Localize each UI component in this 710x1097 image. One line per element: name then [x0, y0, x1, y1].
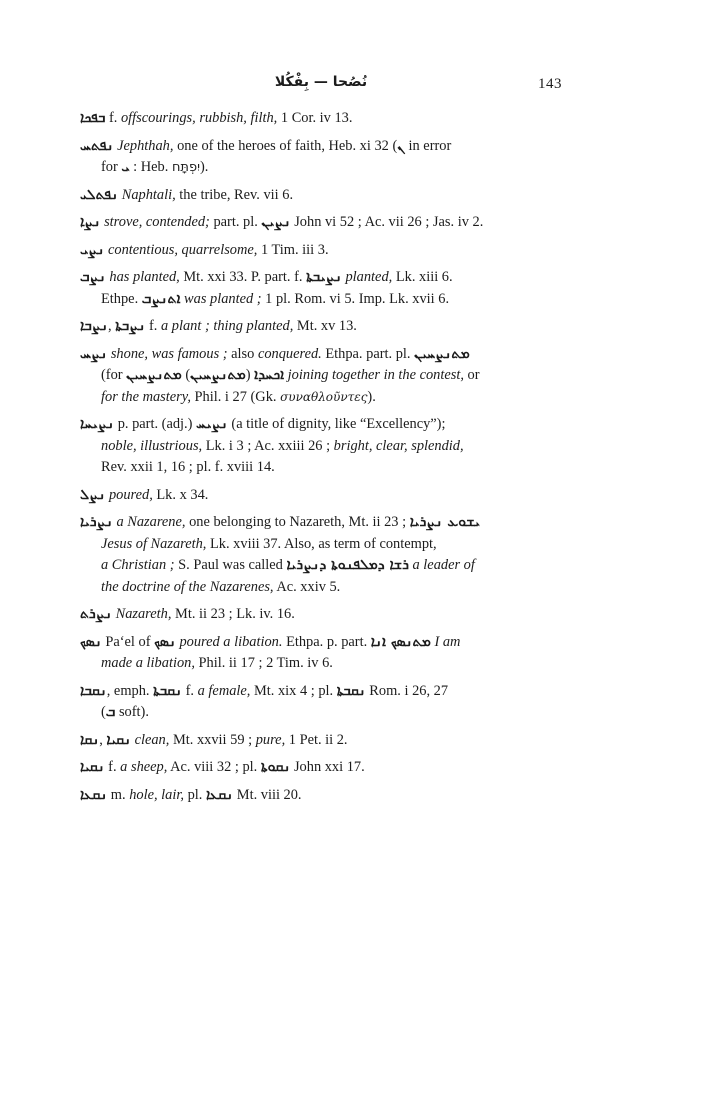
text-segment: p. part. (adj.): [114, 416, 197, 432]
dictionary-entry: [80, 512, 562, 598]
entry-line: [80, 457, 562, 479]
running-head: نُصُحا — بِفْكُلا: [274, 74, 368, 90]
gloss-italic: for the mastery,: [101, 388, 191, 405]
entry-line: [80, 316, 562, 338]
gloss-italic: Nazareth,: [115, 606, 172, 622]
gloss-italic: strove, contended;: [104, 214, 210, 230]
gloss-italic: joining together in the contest,: [287, 367, 464, 383]
gloss-italic: a Nazarene,: [116, 514, 186, 530]
gloss-italic: noble, illustrious,: [101, 437, 203, 454]
text-segment: ,: [108, 318, 116, 334]
dictionary-entry: [80, 632, 562, 675]
dictionary-entry: [80, 681, 562, 724]
syriac-word: ܢܦܬܠܝ: [80, 186, 119, 203]
entry-line: [80, 653, 562, 675]
text-segment: 1 pl. Rom. vi 5. Imp. Lk. xvii 6.: [261, 290, 450, 307]
gloss-italic: a female,: [197, 682, 251, 699]
syriac-word: ܢܨܒ: [80, 269, 106, 285]
entry-line: [80, 365, 562, 387]
text-segment: Ethpa. p. part.: [282, 633, 371, 650]
gloss-italic: contentious, quarrelsome,: [108, 241, 258, 258]
text-segment: , emph.: [106, 682, 154, 699]
text-segment: Lk. xviii 37. Also, as term of contempt,: [206, 535, 437, 552]
syriac-word: ܡܬܢܣܟ ܐܢܐ: [370, 633, 431, 650]
text-segment: John vi 52 ; Ac. vii 26 ; Jas. iv 2.: [290, 214, 484, 230]
text-segment: Lk. xiii 6.: [392, 269, 453, 285]
text-segment: (a title of dignity, like “Excellency”);: [227, 416, 446, 432]
syriac-word: ܡܬܢܨܚܝܢ: [414, 345, 470, 362]
gloss-italic: made a libation,: [101, 655, 195, 671]
syriac-word: ܪܫܐ ܕܡܠܦܢܘܬܐ ܕܢܨܪܝܐ: [286, 557, 409, 573]
syriac-word: ܐܬܢܨܒ: [141, 290, 181, 307]
text-segment: 1 Cor. iv 13.: [277, 110, 353, 126]
text-segment: the tribe, Rev. vii 6.: [175, 186, 294, 203]
text-segment: Mt. xxi 33. P. part. f.: [179, 269, 307, 285]
entry-line: [80, 185, 562, 207]
syriac-word: ܢܨܪܝܐ: [80, 514, 113, 530]
text-segment: f.: [182, 682, 198, 699]
gloss-italic: shone, was famous ;: [110, 345, 228, 362]
text-segment: Mt. xv 13.: [293, 318, 357, 334]
gloss-italic: Naphtali,: [121, 186, 176, 203]
gloss-italic: a plant ; thing planted,: [160, 318, 294, 334]
dictionary-entry: [80, 212, 562, 234]
entry-line: [80, 730, 562, 752]
syriac-word: ܢܨܒܐ: [80, 318, 108, 334]
text-segment: in error: [404, 137, 452, 154]
dictionary-entry: [80, 757, 562, 779]
hebrew-word: יִפְתָּח: [171, 160, 201, 175]
entry-line: [80, 212, 562, 234]
syriac-word: ܢܨܪܬ: [80, 606, 112, 622]
gloss-italic: poured a libation.: [179, 633, 283, 650]
text-segment: 1 Pet. ii 2.: [285, 731, 348, 748]
text-segment: one belonging to Nazareth, Mt. ii 23 ;: [185, 514, 410, 530]
syriac-word: ܐܟܚܕܐ: [254, 367, 285, 383]
entry-line: [80, 512, 562, 534]
text-segment: Rom. i 26, 27: [365, 682, 449, 699]
entry-line: [80, 289, 562, 311]
entry-line: [80, 632, 562, 654]
text-segment: ).: [367, 388, 376, 405]
gloss-italic: offscourings, rubbish, filth,: [120, 110, 278, 126]
dictionary-entry: [80, 108, 562, 130]
entry-line: [80, 240, 562, 262]
syriac-word: ܢܣܟ: [154, 633, 176, 650]
text-segment: Rev. xxii 1, 16 ; pl. f. xviii 14.: [101, 459, 275, 475]
gloss-italic: pure,: [255, 731, 286, 748]
syriac-word: ܒܦܟܐ: [80, 110, 106, 126]
text-segment: (: [101, 704, 106, 720]
entry-line: [80, 414, 562, 436]
entry-line: [80, 577, 562, 599]
entry-line: [80, 136, 562, 158]
gloss-italic: a Christian ;: [101, 557, 175, 573]
syriac-word: ܢܨܝܒܬܐ: [306, 269, 342, 285]
entry-line: [80, 157, 562, 179]
syriac-word: ܢܩܒܬܐ: [153, 682, 183, 699]
dictionary-entry: [80, 240, 562, 262]
syriac-word: ܢܩܥܐ: [205, 786, 234, 803]
syriac-word: ܢܨܝܚ: [196, 416, 228, 432]
dictionary-entry: [80, 344, 562, 409]
gloss-italic: poured,: [108, 486, 153, 503]
text-segment: Phil. ii 17 ; 2 Tim. iv 6.: [194, 655, 333, 671]
syriac-word: ܢܨܝܚܐ: [80, 416, 115, 432]
gloss-italic: conquered.: [257, 345, 322, 362]
text-segment: Ac. xxiv 5.: [273, 578, 341, 595]
entry-line: [80, 387, 562, 409]
text-segment: John xxi 17.: [290, 759, 365, 775]
text-segment: ,: [99, 731, 107, 748]
entry-line: [80, 485, 562, 507]
text-segment: ).: [200, 159, 209, 175]
text-segment: Pa‘el of: [101, 633, 155, 650]
text-segment: Mt. xix 4 ; pl.: [250, 682, 337, 699]
text-segment: : Heb.: [129, 159, 172, 175]
text-segment: Ethpa. part. pl.: [321, 345, 415, 362]
text-segment: f.: [104, 759, 121, 775]
text-segment: Phil. i 27 (Gk.: [190, 388, 281, 405]
text-segment: (: [181, 367, 191, 383]
syriac-word: ܢܩܒܐ: [80, 682, 107, 699]
syriac-word: ܢܨܐ: [80, 214, 101, 230]
syriac-word: ܢܩܝܐ: [80, 759, 105, 775]
dictionary-entry: [80, 267, 562, 310]
syriac-word: ܢܩܝܐ: [106, 731, 131, 748]
syriac-word: ܢܨܝ: [80, 241, 105, 258]
syriac-word: ܢܦܬܚ: [80, 137, 114, 154]
dictionary-entry: [80, 414, 562, 479]
gloss-italic: hole, lair,: [129, 786, 184, 803]
gloss-italic: bright, clear, splendid,: [333, 437, 464, 454]
entry-line: [80, 604, 562, 626]
syriac-word: ܡܬܢܨܚܝܢ: [190, 367, 246, 383]
text-segment: pl.: [183, 786, 206, 803]
text-segment: one of the heroes of faith, Heb. xi 32 (: [173, 137, 398, 154]
dictionary-entry: [80, 604, 562, 626]
text-segment: Lk. x 34.: [152, 486, 209, 503]
gloss-italic: I am: [434, 633, 461, 650]
entry-line: [80, 534, 562, 556]
greek-word: συναθλοῦντες: [280, 389, 368, 404]
syriac-word: ܢܨܚ: [80, 345, 108, 362]
entry-line: [80, 785, 562, 807]
text-segment: Ac. viii 32 ; pl.: [167, 759, 261, 775]
syriac-word: ܢܩܐ: [80, 731, 100, 748]
dictionary-entry: [80, 730, 562, 752]
syriac-word: ܢܨܠ: [80, 486, 106, 503]
page-header: [80, 74, 562, 98]
text-segment: ): [245, 367, 255, 383]
entry-line: [80, 344, 562, 366]
text-segment: S. Paul was called: [174, 557, 287, 573]
text-segment: Mt. viii 20.: [233, 786, 302, 803]
entry-line: [80, 108, 562, 130]
syriac-word: ܝܫܘܥ ܢܨܪܝܐ: [409, 514, 480, 530]
text-segment: part. pl.: [209, 214, 262, 230]
entry-line: [80, 436, 562, 458]
gloss-italic: the doctrine of the Nazarenes,: [101, 578, 274, 595]
entry-line: [80, 555, 562, 577]
syriac-word: ܒ: [105, 704, 116, 720]
entry-line: [80, 267, 562, 289]
gloss-italic: Jephthah,: [117, 137, 174, 154]
entry-line: [80, 681, 562, 703]
dictionary-entry: [80, 136, 562, 179]
text-segment: for: [101, 159, 122, 175]
dictionary-entry: [80, 785, 562, 807]
gloss-italic: a sheep,: [120, 759, 168, 775]
syriac-word: ܡܬܢܨܚܝܢ: [126, 367, 182, 383]
text-segment: Lk. i 3 ; Ac. xxiii 26 ;: [202, 437, 334, 454]
text-segment: f.: [145, 318, 161, 334]
text-segment: (for: [101, 367, 127, 383]
dictionary-entry: [80, 485, 562, 507]
gloss-italic: clean,: [134, 731, 170, 748]
gloss-italic: planted,: [345, 269, 393, 285]
entry-line: [80, 757, 562, 779]
dictionary-entry: [80, 316, 562, 338]
text-segment: Mt. xxvii 59 ;: [169, 731, 256, 748]
syriac-word: ܢܩܒܬܐ: [336, 682, 366, 699]
text-segment: also: [227, 345, 258, 362]
text-segment: f.: [105, 110, 121, 126]
gloss-italic: was planted ;: [184, 290, 262, 307]
entry-line: [80, 702, 562, 724]
syriac-word: ܢܩܥܐ: [80, 786, 108, 803]
text-segment: soft).: [115, 704, 149, 720]
syriac-word: ܝ: [121, 159, 130, 175]
page-number: 143: [538, 76, 562, 92]
text-segment: Ethpe.: [101, 290, 142, 307]
gloss-italic: a leader of: [412, 557, 475, 573]
entry-list: [80, 108, 562, 812]
syriac-word: ܢܨܝܢ: [261, 214, 291, 230]
text-segment: 1 Tim. iii 3.: [257, 241, 329, 258]
syriac-word: ܢܨܒܬܐ: [115, 318, 146, 334]
syriac-word: ܢ: [397, 137, 405, 154]
dictionary-entry: [80, 185, 562, 207]
syriac-word: ܢܣܟ: [80, 633, 102, 650]
syriac-word: ܢܩܘܬܐ: [260, 759, 291, 775]
gloss-italic: has planted,: [109, 269, 180, 285]
gloss-italic: Jesus of Nazareth,: [101, 535, 207, 552]
text-segment: m.: [107, 786, 130, 803]
text-segment: Mt. ii 23 ; Lk. iv. 16.: [171, 606, 295, 622]
text-segment: or: [463, 367, 480, 383]
